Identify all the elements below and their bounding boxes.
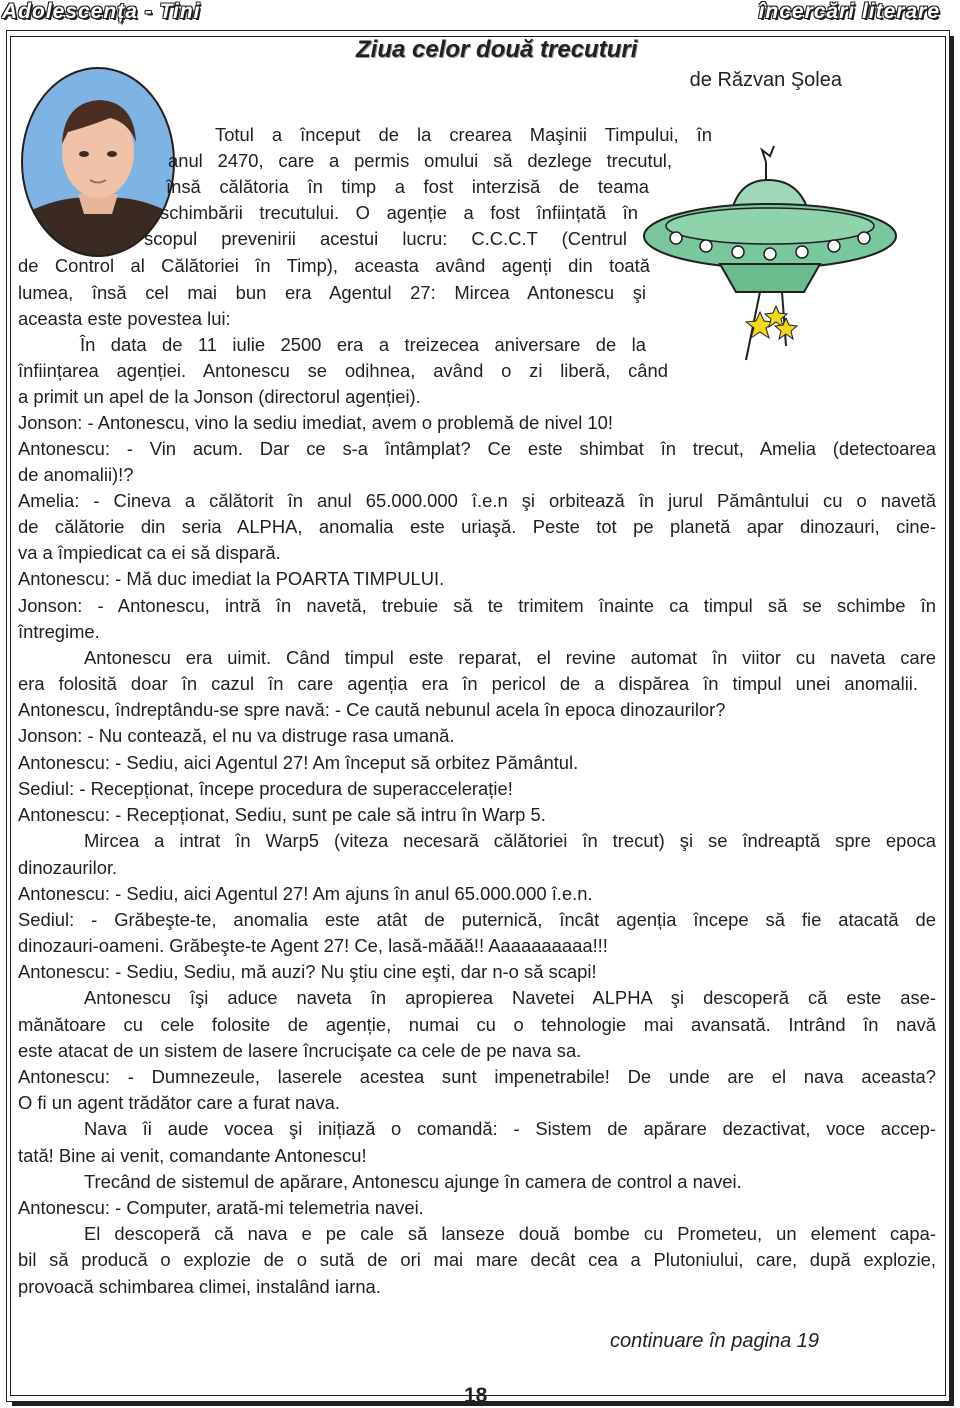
text-line: dinozauri-oameni. Grăbeşte-te Agent 27! Ce, lasă-măăă!! Aaaaaaaaaa!!! [18, 935, 608, 956]
header-left: Adolescența - Tini [2, 0, 201, 23]
text-line: Totul a început de la crearea Maşinii Timpului, în [215, 124, 712, 145]
text-line: schimbării trecutului. O agenție a fost înființată în [160, 202, 638, 223]
text-line: Nava îi aude vocea şi inițiază o comandă: - Sistem de apărare dezactivat, voce accep- [84, 1118, 936, 1139]
article-title: Ziua celor două trecuturi [356, 36, 638, 63]
text-line: Antonescu era uimit. Când timpul este reparat, el revine automat în viitor cu naveta care [84, 647, 936, 668]
text-line: Jonson: - Antonescu, intră în navetă, trebuie să te trimitem înainte ca timpul să se schimbe în [18, 595, 936, 616]
text-line: Sediul: - Recepționat, începe procedura de superaccelerație! [18, 778, 513, 799]
text-line: Antonescu: - Computer, arată-mi telemetria navei. [18, 1197, 424, 1218]
text-line: El descoperă că nava e pe cale să lanseze două bombe cu Prometeu, un element capa- [84, 1223, 936, 1244]
text-line: Jonson: - Nu contează, el nu va distruge rasa umană. [18, 725, 455, 746]
text-line: aceasta este povestea lui: [18, 308, 231, 329]
text-line: Amelia: - Cineva a călătorit în anul 65.000.000 î.e.n şi orbitează în jurul Pământului cu o navetă [18, 490, 936, 511]
text-line: de călătorie din seria ALPHA, anomalia este uriaşă. Peste tot pe planetă apar dinozauri, cine- [18, 516, 936, 537]
text-line: tată! Bine ai venit, comandante Antonescu! [18, 1145, 367, 1166]
text-line: de anomalii)!? [18, 464, 134, 485]
text-line: Antonescu, îndreptându-se spre navă: - Ce caută nebunul acela în epoca dinozaurilor? [18, 699, 726, 720]
article-author: de Răzvan Şolea [689, 69, 842, 91]
text-line: bil să producă o explozie de o sută de ori mai mare decât cea a Plutoniului, care, după explozie, [18, 1249, 936, 1270]
text-line: însă călătoria în timp a fost interzisă de teama [166, 176, 649, 197]
text-line: O fi un agent trădător care a furat nava. [18, 1092, 341, 1113]
text-line: este atacat de un sistem de lasere încrucişate ca cele de pe nava sa. [18, 1040, 582, 1061]
text-line: Antonescu: - Sediu, aici Agentul 27! Am început să orbitez Pământul. [18, 752, 579, 773]
text-line: lumea, însă cel mai bun era Agentul 27: Mircea Antonescu şi [18, 282, 646, 303]
text-line: mănătoare cu cele folosite de agenție, numai cu o tehnologie mai avansată. Intrând în navă [18, 1014, 936, 1035]
text-line: va a împiedicat ca ei să dispară. [18, 542, 281, 563]
text-line: provoacă schimbarea climei, instalând iarna. [18, 1276, 381, 1297]
text-line: Antonescu: - Vin acum. Dar ce s-a întâmplat? Ce este shimbat în trecut, Amelia (detectoarea [18, 438, 936, 459]
text-line: întregime. [18, 621, 100, 642]
text-line: era folosită doar în cazul în care agenția era în pericol de a dispărea în timpul unei anomalii. [18, 673, 918, 694]
header-right: încercări literare [758, 0, 940, 23]
text-line: dinozaurilor. [18, 857, 118, 878]
text-line: de Control al Călătoriei în Timp), aceasta având agenți din toată [18, 255, 650, 276]
text-line: Antonescu îşi aduce naveta în apropierea Navetei ALPHA şi descoperă că este ase- [84, 987, 936, 1008]
text-line: Antonescu: - Dumnezeule, laserele acestea sunt impenetrabile! De unde are el nava aceasta? [18, 1066, 936, 1087]
text-line: Mircea a intrat în Warp5 (viteza necesară călătoriei în trecut) şi se îndreaptă spre epoca [84, 830, 936, 851]
text-line: anul 2470, care a permis omului să dezlege trecutul, [168, 150, 672, 171]
text-line: Antonescu: - Recepționat, Sediu, sunt pe cale să intru în Warp 5. [18, 804, 546, 825]
continuation-note: continuare în pagina 19 [610, 1330, 820, 1352]
text-line: Antonescu: - Sediu, Sediu, mă auzi? Nu ştiu cine eşti, dar n-o să scapi! [18, 961, 597, 982]
text-line: scopul prevenirii acestui lucru: C.C.C.T (Centrul [144, 228, 627, 249]
page-number: 18 [464, 1384, 488, 1407]
text-line: Antonescu: - Mă duc imediat la POARTA TIMPULUI. [18, 568, 445, 589]
text-line: Jonson: - Antonescu, vino la sediu imediat, avem o problemă de nivel 10! [18, 412, 613, 433]
text-line: înființarea agenției. Antonescu se odihnea, având o zi liberă, când [18, 360, 668, 381]
text-line: Antonescu: - Sediu, aici Agentul 27! Am ajuns în anul 65.000.000 î.e.n. [18, 883, 593, 904]
text-line: a primit un apel de la Jonson (directorul agenției). [18, 386, 421, 407]
ufo-illustration [636, 146, 956, 372]
text-line: Sediul: - Grăbeşte-te, anomalia este atât de puternică, încât agenția începe să fie atacată de [18, 909, 936, 930]
text-line: În data de 11 iulie 2500 era a treizecea aniversare de la [80, 334, 646, 355]
text-line: Trecând de sistemul de apărare, Antonescu ajunge în camera de control a navei. [84, 1171, 742, 1192]
